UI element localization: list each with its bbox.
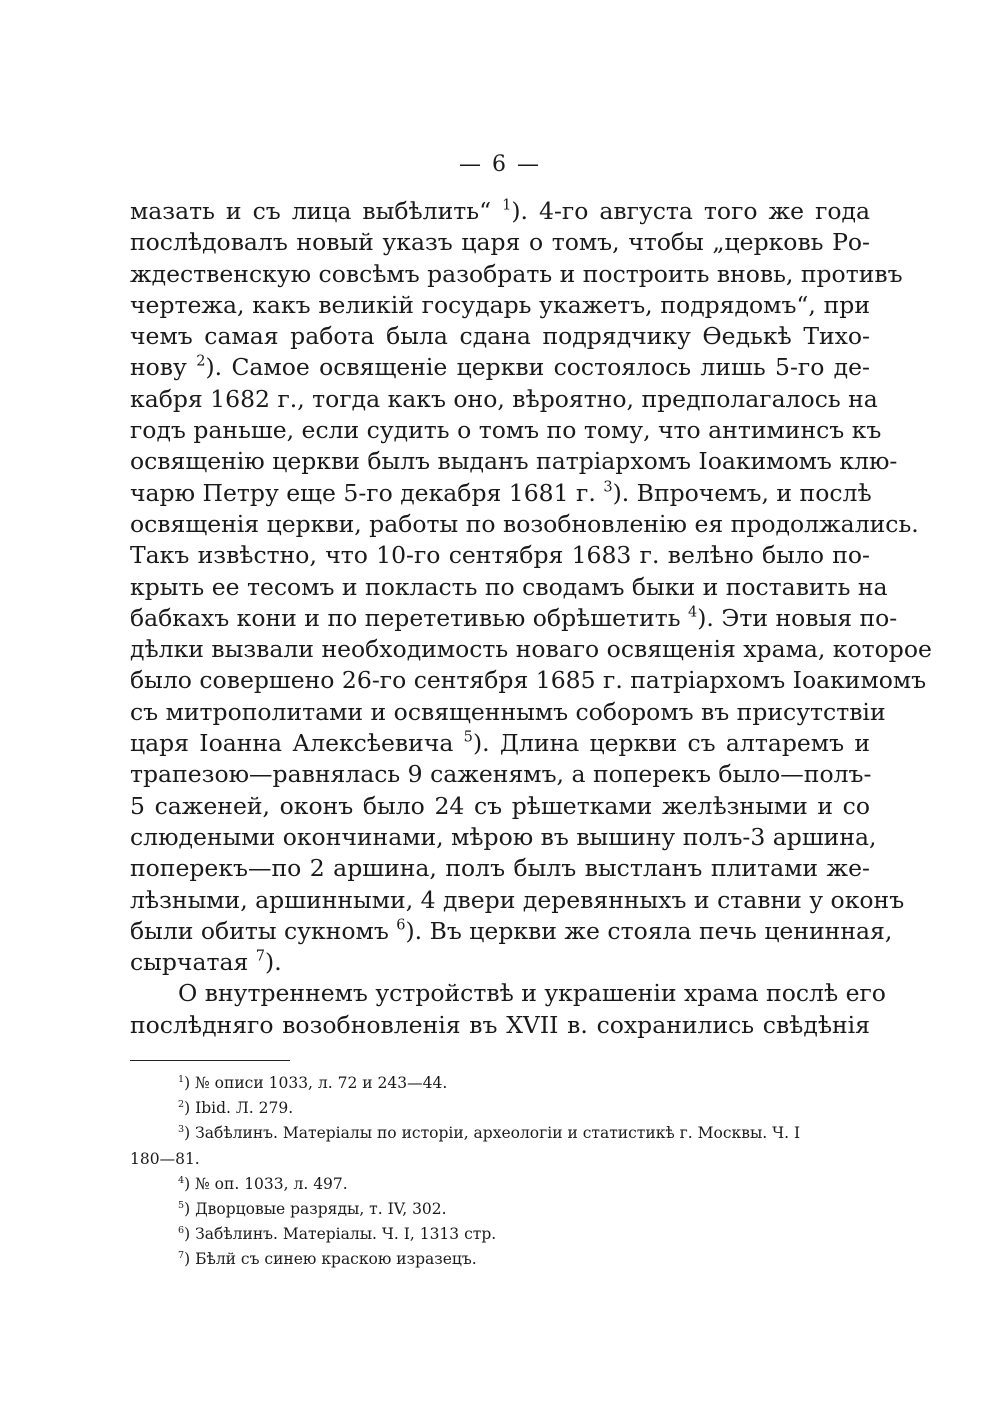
text-line: нову $^2$). Самое освященіе церкви состоялось лишь 5-го де- xyxy=(130,353,870,382)
footnote: $^4$) № оп. 1033, л. 497. xyxy=(178,1174,348,1193)
text-line: чемъ самая работа была сдана подрядчику Ѳедькѣ Тихо- xyxy=(130,322,870,351)
text-line: лѣзными, аршинными, 4 двери деревянныхъ и ставни у оконъ xyxy=(130,885,905,914)
footnote-ref: 4 xyxy=(687,603,698,621)
text-line: О внутреннемъ устройствѣ и украшеніи храма послѣ его xyxy=(178,979,886,1008)
text-line: дѣлки вызвали необходимость новаго освященія храма, которое xyxy=(130,635,932,664)
footnotes xyxy=(130,1071,870,1273)
text-line: чертежа, какъ великій государь укажетъ, подрядомъ“, при xyxy=(130,290,870,319)
footnote: $^2$) Ibid. Л. 279. xyxy=(178,1098,294,1118)
text-line: ждественскую совсѣмъ разобрать и построить вновь, противъ xyxy=(130,259,903,288)
text-line: 5 саженей, оконъ было 24 съ рѣшетками желѣзными и со xyxy=(130,791,870,820)
footnote-ref: 2 xyxy=(196,353,206,371)
text-line: бабкахъ кони и по перететивью обрѣшетить $^4$). Эти новыя по- xyxy=(130,603,898,632)
text-line: были обиты сукномъ $^6$). Въ церкви же стояла печь ценинная, xyxy=(130,916,893,945)
footnote: $^3$) Забѣлинъ. Матеріалы по исторіи, археологіи и статистикѣ г. Москвы. Ч. I xyxy=(178,1124,801,1143)
text-line: было совершено 26-го сентября 1685 г. патріархомъ Іоакимомъ xyxy=(130,666,927,695)
text-line: слюдеными окончинами, мѣрою въ вышину полъ-3 аршина, xyxy=(130,822,877,851)
text-line: Такъ извѣстно, что 10-го сентября 1683 г. велѣно было по- xyxy=(130,541,870,570)
text-line: мазать и съ лица выбѣлить“ $^1$). 4-го августа того же года xyxy=(130,196,871,225)
footnote-ref: 6 xyxy=(396,916,406,934)
text-line: трапезою—равнялась 9 саженямъ, а поперекъ было—полъ- xyxy=(130,760,872,789)
text-line: поперекъ—по 2 аршина, полъ былъ выстланъ плитами же- xyxy=(130,854,870,883)
footnote-ref: 5 xyxy=(463,728,473,746)
text-line: кабря 1682 г., тогда какъ оно, вѣроятно, предполагалось на xyxy=(130,384,878,413)
text-line: сырчатая $^7$). xyxy=(130,947,282,977)
text-line: годъ раньше, если судить о томъ по тому, что антиминсъ къ xyxy=(130,416,882,445)
text-line: освященія церкви, работы по возобновленію ея продолжались. xyxy=(130,509,919,538)
text-line: чарю Петру еще 5-го декабря 1681 г. $^3$). Впрочемъ, и послѣ xyxy=(130,478,872,507)
text-line: послѣдняго возобновленія въ XVII в. сохранились свѣдѣнія xyxy=(130,1010,870,1039)
page-number: — 6 — xyxy=(459,152,541,177)
footnote-ref: 3 xyxy=(603,478,613,496)
footnote-ref: 7 xyxy=(255,947,266,965)
footnote-ref: 1 xyxy=(502,196,512,214)
body-text xyxy=(130,196,932,1041)
footnote-divider xyxy=(130,1060,290,1061)
footnote: $^6$) Забѣлинъ. Матеріалы. Ч. I, 1313 стр. xyxy=(178,1224,497,1244)
text-line: освященію церкви былъ выданъ патріархомъ Іоакимомъ клю- xyxy=(130,447,898,476)
footnote: $^5$) Дворцовые разряды, т. IV, 302. xyxy=(178,1199,447,1218)
text-line: царя Іоанна Алексѣевича $^5$). Длина церкви съ алтаремъ и xyxy=(130,728,870,758)
footnote: $^7$) Бѣлй съ синею краскою изразецъ. xyxy=(178,1250,477,1269)
footnote: $^1$) № описи 1033, л. 72 и 243—44. xyxy=(178,1073,448,1092)
footnote-continuation: 180—81. xyxy=(130,1149,200,1168)
text-line: послѣдовалъ новый указъ царя о томъ, чтобы „церковь Ро- xyxy=(130,228,870,257)
text-line: съ митрополитами и освященнымъ соборомъ въ присутствіи xyxy=(130,697,886,726)
text-line: крыть ее тесомъ и покласть по сводамъ быки и поставить на xyxy=(130,572,888,601)
